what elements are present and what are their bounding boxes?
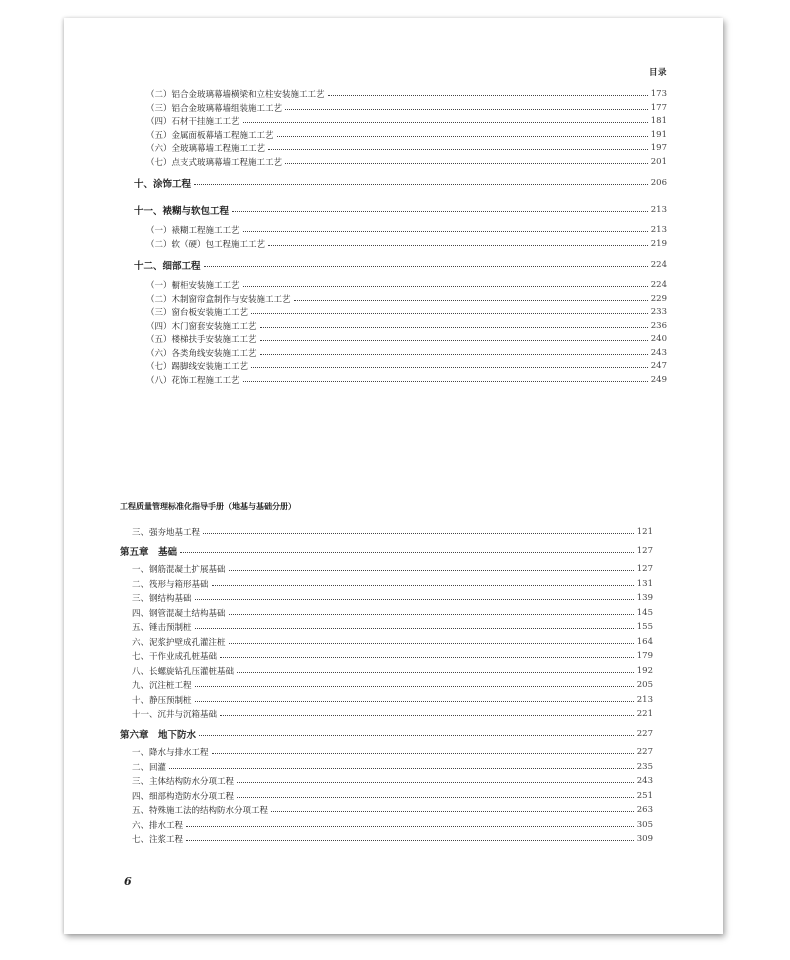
toc-entry xyxy=(120,746,653,758)
toc-entry-page: 201 xyxy=(650,156,667,167)
toc-entry-title: （三）铝合金玻璃幕墙组装施工工艺 xyxy=(146,103,283,114)
toc-entry xyxy=(120,761,653,773)
leader-dots xyxy=(229,570,634,571)
toc-entry-title: 三、主体结构防水分项工程 xyxy=(132,777,235,787)
toc-entry-title: 十一、沉井与沉箱基础 xyxy=(132,710,218,720)
toc-entry-page: 219 xyxy=(650,238,667,249)
leader-dots xyxy=(199,735,634,736)
toc-entry-page: 227 xyxy=(636,747,653,757)
toc-entry xyxy=(120,833,653,845)
toc-entry-title: 三、强夯地基工程 xyxy=(132,528,201,538)
toc-entry-page: 224 xyxy=(650,280,667,290)
toc-entry-page: 164 xyxy=(636,636,653,647)
toc-entry-page: 121 xyxy=(636,527,653,537)
toc-entry-title: 五、锤击预制桩 xyxy=(132,623,192,633)
toc-entry-title: 四、细部构造防水分项工程 xyxy=(132,791,235,802)
toc-entry xyxy=(134,142,667,154)
leader-dots xyxy=(229,614,634,615)
toc-entry xyxy=(120,694,653,706)
toc-entry xyxy=(120,650,653,662)
leader-dots xyxy=(220,657,634,658)
leader-dots xyxy=(220,715,634,716)
leader-dots xyxy=(260,327,648,328)
leader-dots xyxy=(294,300,648,301)
toc-entry-page: 213 xyxy=(650,225,667,235)
toc-entry-page: 229 xyxy=(650,293,667,304)
leader-dots xyxy=(232,211,648,212)
toc-entry-page: 309 xyxy=(636,834,653,844)
toc-entry-title: 十一、裱糊与软包工程 xyxy=(134,206,230,217)
toc-entry-page: 233 xyxy=(650,307,667,317)
leader-dots xyxy=(260,340,648,341)
toc-entry-title: （五）金属面板幕墙工程施工工艺 xyxy=(146,130,274,141)
toc-entry xyxy=(120,679,653,691)
toc-entry-title: 第六章 地下防水 xyxy=(120,730,197,741)
toc-entry-page: 177 xyxy=(650,102,667,113)
toc-entry-title: 二、回灌 xyxy=(132,762,167,773)
toc-entry-page: 236 xyxy=(650,320,667,331)
toc-entry-page: 139 xyxy=(636,593,653,603)
toc-entry-title: 十二、细部工程 xyxy=(134,261,201,272)
toc-entry-title: 五、特殊施工法的结构防水分项工程 xyxy=(132,806,269,816)
toc-entry-page: 197 xyxy=(650,143,667,153)
toc-entry-page: 213 xyxy=(636,694,653,705)
leader-dots xyxy=(212,585,634,586)
toc-entry-title: 七、注浆工程 xyxy=(132,835,184,845)
toc-entry xyxy=(134,333,667,345)
leader-dots xyxy=(251,367,648,368)
page-number: 6 xyxy=(124,875,132,888)
toc-entry-title: 十、静压预制桩 xyxy=(132,695,192,706)
toc-section-entry xyxy=(134,203,667,217)
toc-entry-title: 九、沉注桩工程 xyxy=(132,681,192,691)
leader-dots xyxy=(203,533,634,534)
leader-dots xyxy=(271,811,634,812)
toc-entry-title: 二、筏形与箱形基础 xyxy=(132,579,209,590)
leader-dots xyxy=(251,313,648,314)
toc-entry xyxy=(120,592,653,604)
leader-dots xyxy=(328,95,648,96)
leader-dots xyxy=(195,686,634,687)
toc-entry-page: 206 xyxy=(650,178,667,188)
leader-dots xyxy=(195,599,634,600)
leader-dots xyxy=(237,782,634,783)
toc-entry-title: （三）窗台板安装施工工艺 xyxy=(146,308,249,318)
toc-entry-title: （一）裱糊工程施工工艺 xyxy=(146,226,240,236)
toc-entry-title: （四）木门窗套安装施工工艺 xyxy=(146,321,257,332)
toc-entry-title: 四、钢管混凝土结构基础 xyxy=(132,608,226,619)
toc-entry xyxy=(134,360,667,372)
toc-entry-page: 205 xyxy=(636,680,653,690)
toc-entry-page: 251 xyxy=(636,790,653,801)
toc-entry-title: （七）点支式玻璃幕墙工程施工工艺 xyxy=(146,157,283,168)
toc-entry xyxy=(134,374,667,386)
toc-entry-title: （七）踢脚线安装施工工艺 xyxy=(146,362,249,372)
leader-dots xyxy=(243,381,648,382)
toc-entry-page: 243 xyxy=(636,776,653,786)
toc-entry xyxy=(120,607,653,619)
leader-dots xyxy=(285,163,648,164)
toc-entry xyxy=(120,804,653,816)
toc-entry xyxy=(134,293,667,305)
toc-entry xyxy=(134,102,667,114)
leader-dots xyxy=(237,797,634,798)
leader-dots xyxy=(186,826,634,827)
toc-chapter-entry xyxy=(120,544,653,558)
toc-entry xyxy=(134,224,667,236)
toc-entry xyxy=(120,578,653,590)
toc-entry xyxy=(134,156,667,168)
toc-entry-page: 145 xyxy=(636,607,653,618)
toc-entry-page: 213 xyxy=(650,205,667,215)
leader-dots xyxy=(212,753,634,754)
leader-dots xyxy=(268,149,648,150)
toc-entry-page: 131 xyxy=(636,578,653,589)
toc-entry-page: 173 xyxy=(650,89,667,99)
leader-dots xyxy=(186,840,634,841)
toc-entry-title: 七、干作业成孔桩基础 xyxy=(132,652,218,662)
toc-entry-title: （一）橱柜安装施工工艺 xyxy=(146,281,240,291)
toc-entry-title: 六、排水工程 xyxy=(132,820,184,831)
toc-entry-title: 八、长螺旋钻孔压灌桩基础 xyxy=(132,666,235,677)
toc-entry-page: 191 xyxy=(650,129,667,140)
toc-entry xyxy=(134,238,667,250)
leader-dots xyxy=(243,122,648,123)
toc-entry xyxy=(120,665,653,677)
toc-entry-page: 224 xyxy=(650,260,667,270)
book-page xyxy=(64,18,723,934)
leader-dots xyxy=(180,552,634,553)
toc-entry-page: 249 xyxy=(650,374,667,385)
toc-entry-title: （八）花饰工程施工工艺 xyxy=(146,375,240,386)
leader-dots xyxy=(229,643,634,644)
toc-entry-page: 221 xyxy=(636,709,653,719)
toc-entry xyxy=(134,347,667,359)
leader-dots xyxy=(195,628,634,629)
running-header-contents: 目录 xyxy=(648,68,667,78)
toc-entry-page: 240 xyxy=(650,334,667,344)
toc-entry-title: （四）石材干挂施工工艺 xyxy=(146,117,240,127)
toc-entry-title: 一、钢筋混凝土扩展基础 xyxy=(132,565,226,575)
leader-dots xyxy=(243,231,648,232)
toc-entry xyxy=(134,306,667,318)
toc-entry-page: 127 xyxy=(636,546,653,556)
leader-dots xyxy=(204,266,648,267)
running-header-book-title: 工程质量管理标准化指导手册（地基与基础分册） xyxy=(120,502,296,511)
toc-entry-page: 155 xyxy=(636,622,653,632)
toc-entry-title: （六）各类角线安装施工工艺 xyxy=(146,348,257,359)
leader-dots xyxy=(285,109,648,110)
leader-dots xyxy=(194,184,648,185)
toc-entry xyxy=(120,708,653,720)
toc-entry xyxy=(134,279,667,291)
toc-entry xyxy=(134,129,667,141)
toc-entry-title: （六）全玻璃幕墙工程施工工艺 xyxy=(146,144,266,154)
toc-entry xyxy=(134,320,667,332)
toc-entry-page: 263 xyxy=(636,805,653,815)
leader-dots xyxy=(260,354,648,355)
leader-dots xyxy=(268,245,648,246)
toc-entry-title: （二）铝合金玻璃幕墙横梁和立柱安装施工工艺 xyxy=(146,90,325,100)
toc-entry-title: 三、钢结构基础 xyxy=(132,594,192,604)
toc-entry xyxy=(120,621,653,633)
toc-entry-page: 127 xyxy=(636,564,653,574)
toc-entry xyxy=(134,115,667,127)
toc-entry xyxy=(134,88,667,100)
toc-section-entry xyxy=(134,176,667,190)
toc-entry-title: 第五章 基础 xyxy=(120,547,178,558)
toc-entry-page: 192 xyxy=(636,665,653,676)
toc-entry-title: 十、涂饰工程 xyxy=(134,179,192,190)
toc-lower-section xyxy=(64,438,723,934)
toc-entry-title: （二）软（硬）包工程施工工艺 xyxy=(146,239,266,250)
toc-entry-title: （二）木制窗帘盒制作与安装施工工艺 xyxy=(146,294,291,305)
toc-entry-page: 181 xyxy=(650,116,667,126)
toc-entry-page: 247 xyxy=(650,361,667,371)
leader-dots xyxy=(169,768,634,769)
toc-entry-title: 六、泥浆护壁成孔灌注桩 xyxy=(132,637,226,648)
toc-entry-title: 一、降水与排水工程 xyxy=(132,748,209,758)
leader-dots xyxy=(243,286,648,287)
toc-entry-title: （五）楼梯扶手安装施工工艺 xyxy=(146,335,257,345)
toc-entry-page: 235 xyxy=(636,761,653,772)
toc-entry-page: 227 xyxy=(636,729,653,739)
toc-entry xyxy=(120,790,653,802)
toc-section-entry xyxy=(134,258,667,272)
leader-dots xyxy=(237,672,634,673)
toc-entry xyxy=(120,563,653,575)
toc-entry xyxy=(120,526,653,538)
toc-entry-page: 179 xyxy=(636,651,653,661)
toc-entry-page: 243 xyxy=(650,347,667,358)
toc-upper-section xyxy=(64,18,723,438)
toc-entry xyxy=(120,636,653,648)
toc-entry-page: 305 xyxy=(636,819,653,830)
toc-entry xyxy=(120,775,653,787)
leader-dots xyxy=(195,701,634,702)
leader-dots xyxy=(277,136,648,137)
toc-entry xyxy=(120,819,653,831)
toc-chapter-entry xyxy=(120,727,653,741)
